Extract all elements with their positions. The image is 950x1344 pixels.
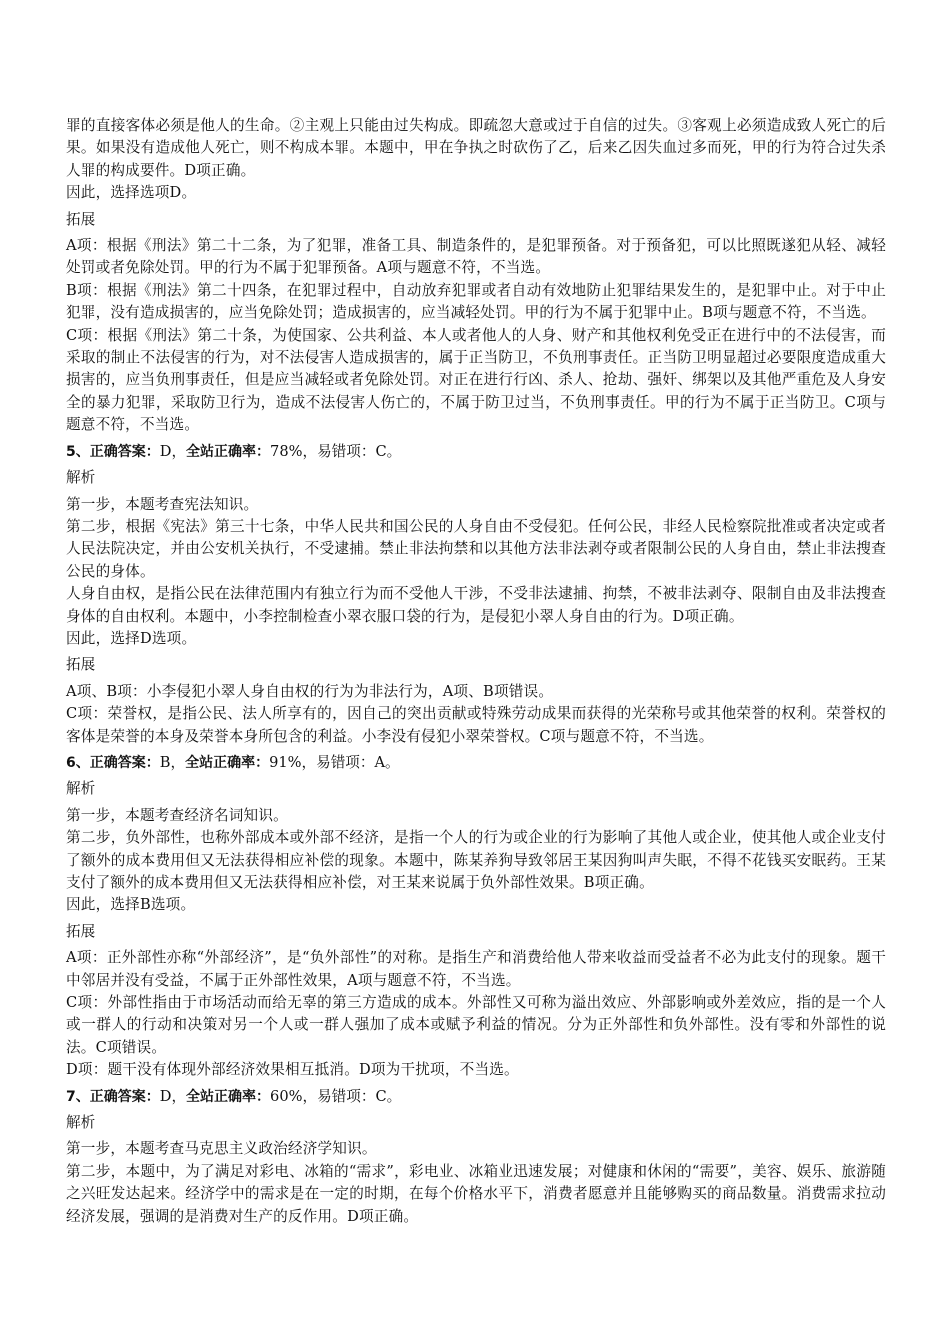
paragraph: 第二步，根据《宪法》第三十七条，中华人民共和国公民的人身自由不受侵犯。任何公民，非经人民检察院批准或者决定或者人民法院决定，并由公安机关执行，不受逮捕。禁止非法拘禁和以其他方法非法剥夺或者限制公民的人身自由，禁止非法搜查公民的身体。 bbox=[66, 517, 886, 580]
accuracy-head: 全站正确率： bbox=[185, 754, 270, 771]
answer-value: D， bbox=[159, 442, 187, 460]
answer-head: 7、正确答案： bbox=[66, 1088, 160, 1105]
extension-label: 拓展 bbox=[66, 210, 96, 228]
paragraph: 因此，选择B选项。 bbox=[66, 896, 196, 914]
paragraph: 第一步，本题考查马克思主义政治经济学知识。 bbox=[66, 1140, 377, 1158]
extension-label: 拓展 bbox=[66, 922, 96, 940]
accuracy-head: 全站正确率： bbox=[186, 443, 271, 460]
extension-option-a: A项：正外部性亦称“外部经济”，是“负外部性”的对称。是指生产和消费给他人带来收益而受益者不必为此支付的现象。题干中邻居并没有受益，不属于正外部性效果，A项与题意不符，不当选。 bbox=[66, 949, 886, 989]
answer-head: 5、正确答案： bbox=[66, 443, 160, 460]
answer-head: 6、正确答案： bbox=[66, 754, 160, 771]
document-page bbox=[66, 115, 886, 1228]
analysis-label: 解析 bbox=[66, 469, 96, 487]
extension-option-d: D项：题干没有体现外部经济效果相互抵消。D项为干扰项，不当选。 bbox=[66, 1061, 519, 1079]
extension-label: 拓展 bbox=[66, 656, 96, 674]
paragraph: 人身自由权，是指公民在法律范围内有独立行为而不受他人干涉，不受非法逮捕、拘禁，不被非法剥夺、限制自由及非法搜查身体的自由权利。本题中，小李控制检查小翠衣服口袋的行为，是侵犯小翠人身自由的行为。D项正确。 bbox=[66, 585, 886, 625]
extension-option-a: A项：根据《刑法》第二十二条，为了犯罪，准备工具、制造条件的，是犯罪预备。对于预备犯，可以比照既遂犯从轻、减轻处罚或者免除处罚。甲的行为不属于犯罪预备。A项与题意不符，不当选。 bbox=[66, 237, 886, 277]
paragraph: 第二步，本题中，为了满足对彩电、冰箱的“需求”，彩电业、冰箱业迅速发展；对健康和休闲的“需要”，美容、娱乐、旅游随之兴旺发达起来。经济学中的需求是在一定的时期，在每个价格水平下，消费者愿意并且能够购买的商品数量。消费需求拉动经济发展，强调的是消费对生产的反作用。D项正确。 bbox=[66, 1162, 886, 1225]
accuracy-value: 78%，易错项：C。 bbox=[270, 442, 402, 460]
paragraph: 因此，选择选项D。 bbox=[66, 184, 197, 202]
answer-line-q5 bbox=[66, 441, 886, 463]
extension-option-c: C项：根据《刑法》第二十条，为使国家、公共利益、本人或者他人的人身、财产和其他权利免受正在进行中的不法侵害，而采取的制止不法侵害的行为，对不法侵害人造成损害的，属于正当防卫，不负刑事责任。正当防卫明显超过必要限度造成重大损害的，应当负刑事责任，但是应当减轻或者免除处罚。对正在进行行凶、杀人、抢劫、强奸、绑架以及其他严重危及人身安全的暴力犯罪，采取防卫行为，造成不法侵害人伤亡的，不属于防卫过当，不负刑事责任。甲的行为不属于正当防卫。C项与题意不符，不当选。 bbox=[66, 326, 886, 434]
accuracy-value: 91%，易错项：A。 bbox=[269, 753, 400, 771]
paragraph: 因此，选择D选项。 bbox=[66, 629, 197, 647]
extension-option-c: C项：荣誉权，是指公民、法人所享有的，因自己的突出贡献或特殊劳动成果而获得的光荣称号或其他荣誉的权利。荣誉权的客体是荣誉的本身及荣誉本身所包含的利益。小李没有侵犯小翠荣誉权。C项与题意不符，不当选。 bbox=[66, 705, 886, 745]
paragraph: 第一步，本题考查宪法知识。 bbox=[66, 495, 259, 513]
extension-option-c: C项：外部性指由于市场活动而给无辜的第三方造成的成本。外部性又可称为溢出效应、外部影响或外差效应，指的是一个人或一群人的行动和决策对另一个人或一群人强加了成本或赋予利益的情况。分为正外部性和负外部性。没有零和外部性的说法。C项错误。 bbox=[66, 994, 886, 1056]
accuracy-head: 全站正确率： bbox=[186, 1088, 271, 1105]
paragraph: 第二步，负外部性，也称外部成本或外部不经济，是指一个人的行为或企业的行为影响了其他人或企业，使其他人或企业支付了额外的成本费用但又无法获得相应补偿的现象。本题中，陈某养狗导致邻居王某因狗叫声失眠，不得不花钱买安眠药。王某支付了额外的成本费用但又无法获得相应补偿，对王某来说属于负外部性效果。B项正确。 bbox=[66, 829, 886, 891]
analysis-label: 解析 bbox=[66, 1114, 96, 1132]
accuracy-value: 60%，易错项：C。 bbox=[270, 1087, 402, 1105]
analysis-label: 解析 bbox=[66, 780, 96, 798]
paragraph: 第一步，本题考查经济名词知识。 bbox=[66, 806, 288, 824]
answer-line-q7 bbox=[66, 1086, 886, 1108]
answer-value: B， bbox=[159, 753, 186, 771]
paragraph: 罪的直接客体必须是他人的生命。②主观上只能由过失构成。即疏忽大意或过于自信的过失。③客观上必须造成致人死亡的后果。如果没有造成他人死亡，则不构成本罪。本题中，甲在争执之时砍伤了乙，后来乙因失血过多而死，甲的行为符合过失杀人罪的构成要件。D项正确。 bbox=[66, 117, 886, 179]
answer-value: D， bbox=[159, 1087, 187, 1105]
answer-line-q6 bbox=[66, 752, 886, 774]
extension-option-b: B项：根据《刑法》第二十四条，在犯罪过程中，自动放弃犯罪或者自动有效地防止犯罪结果发生的，是犯罪中止。对于中止犯罪，没有造成损害的，应当免除处罚；造成损害的，应当减轻处罚。甲的行为不属于犯罪中止。B项与题意不符，不当选。 bbox=[66, 281, 886, 322]
extension-option-ab: A项、B项：小李侵犯小翠人身自由权的行为为非法行为，A项、B项错误。 bbox=[66, 682, 554, 700]
